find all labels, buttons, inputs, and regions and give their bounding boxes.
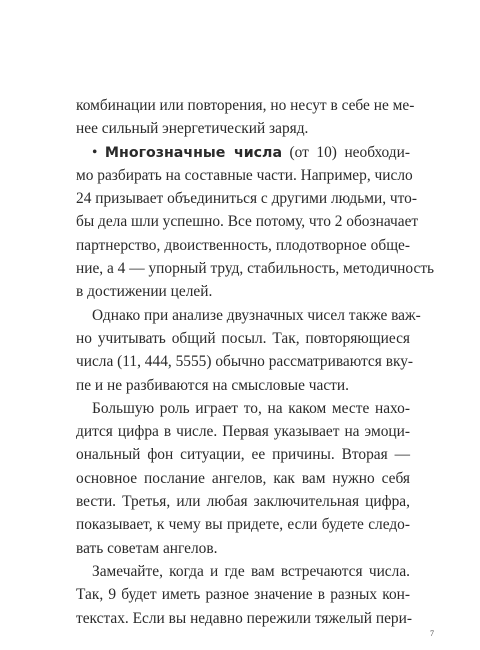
text-line: Так, 9 будет иметь разное значение в разных кон- [76,586,410,604]
text-line: показывает, к чему вы придете, если будете следо- [76,516,410,534]
bullet-marker: • [92,143,98,161]
text-line: пе и не разбиваются на смысловые части. [76,376,349,394]
text-line: бы дела шли успешно. Все потому, что 2 обозначает [76,213,419,231]
text-line: основное послание ангелов, как вам нужно себя [76,469,410,487]
page-number: 7 [430,629,434,638]
text-line: текстах. Если вы недавно пережили тяжелый пери- [76,609,412,627]
bullet-text: (от 10) необходи- [282,143,410,161]
text-line: дится цифра в числе. Первая указывает на эмоци- [76,423,410,441]
text-line: нее сильный энергетический заряд. [76,120,309,138]
bullet-term: Многозначные числа [104,144,283,161]
text-line: партнерство, двоиственность, плодотворное обще- [76,236,410,254]
text-line: мо разбирать на составные части. Например, число [76,166,413,184]
text-line: ональный фон ситуации, ее причины. Вторая — [76,446,410,464]
text-line: вать советам ангелов. [76,539,218,557]
text-line: ние, а 4 — упорный труд, стабильность, методичность [76,260,435,278]
text-line: вести. Третья, или любая заключительная цифра, [76,493,410,511]
paragraph-first-line: Большую роль играет то, на каком месте нахо- [92,399,410,417]
text-line: но учитывать общий посыл. Так, повторяющиеся [76,329,410,347]
bullet-item-line [76,141,410,164]
text-line: числа (11, 444, 5555) обычно рассматриваются вку- [76,353,414,371]
paragraph-first-line: Замечайте, когда и где вам встречаются числа. [92,562,410,580]
text-line: 24 призывает объединиться с другими людьми, что- [76,190,417,208]
page-body-text [76,94,435,630]
paragraph-first-line: Однако при анализе двузначных чисел также важ- [92,306,421,324]
text-line: комбинации или повторения, но несут в себе не ме- [76,97,415,114]
text-line: в достижении целей. [76,283,213,301]
